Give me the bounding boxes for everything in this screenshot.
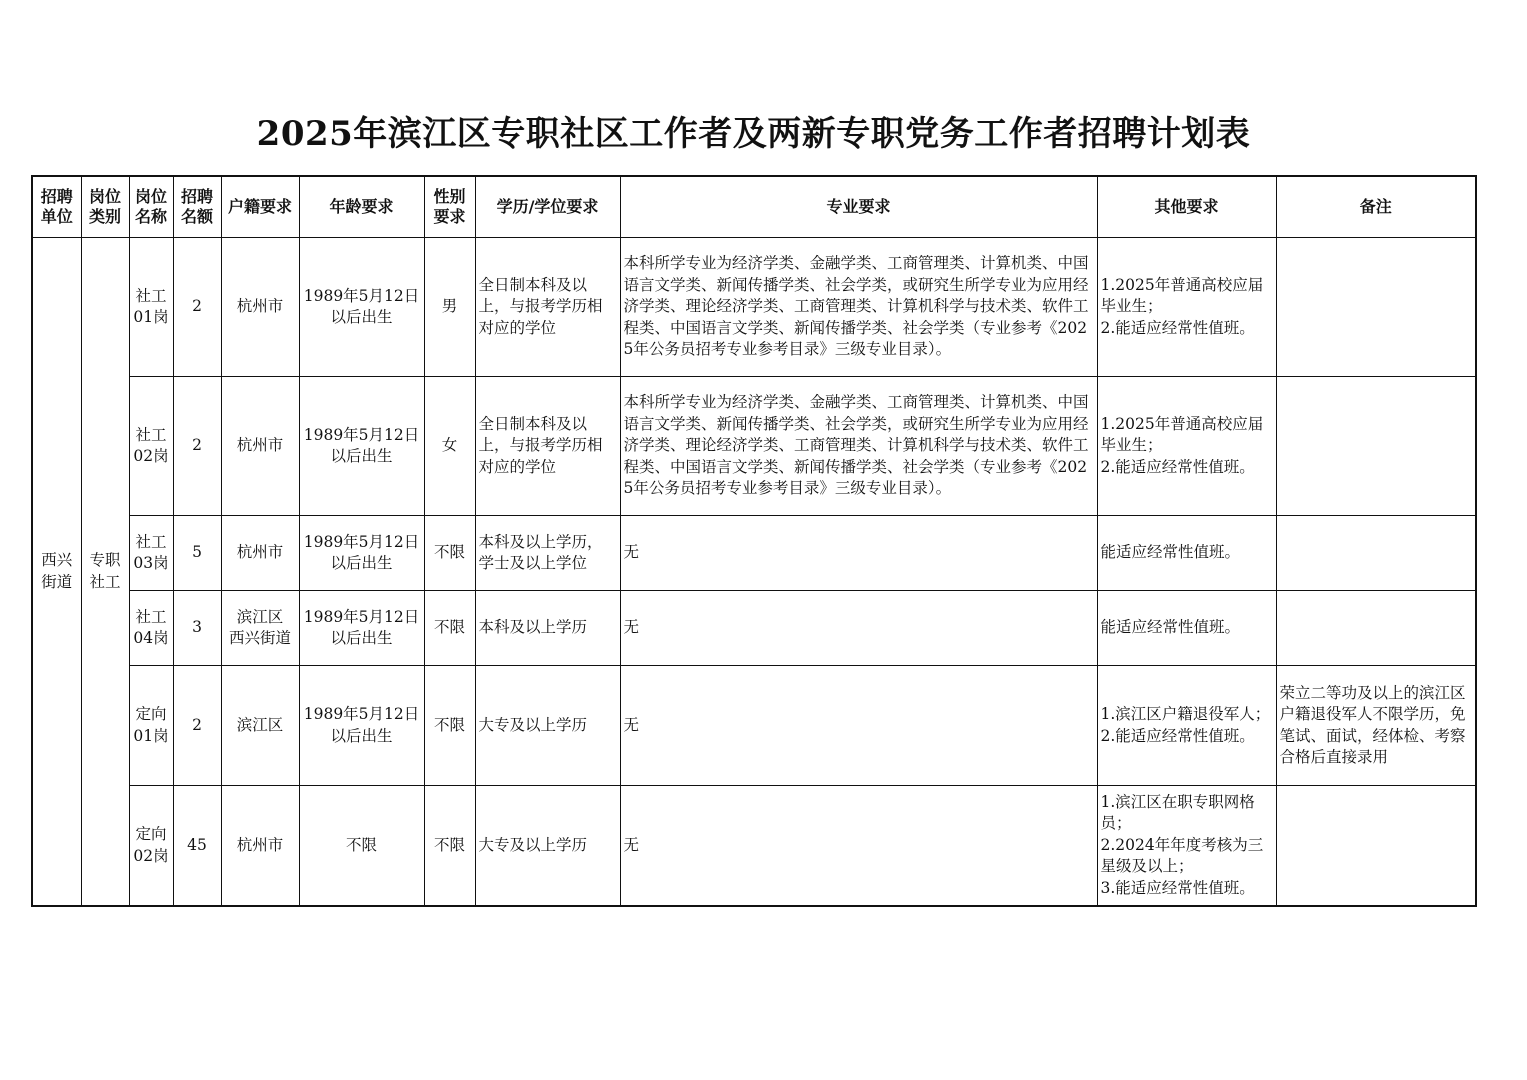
major-cell: 无 [620,516,1097,591]
post-cell: 定向 02岗 [129,786,173,907]
remark-cell [1276,516,1476,591]
quota-cell: 2 [173,238,221,377]
header-category: 岗位 类别 [81,176,129,238]
quota-cell: 2 [173,666,221,786]
post-cell: 定向 01岗 [129,666,173,786]
hukou-cell: 杭州市 [221,516,299,591]
gender-cell: 女 [424,377,475,516]
remark-cell [1276,591,1476,666]
table-row [32,377,1476,516]
gender-cell: 不限 [424,666,475,786]
header-row [32,176,1476,238]
hukou-cell: 杭州市 [221,377,299,516]
other-cell: 1.滨江区户籍退役军人； 2.能适应经常性值班。 [1097,666,1276,786]
remark-cell [1276,238,1476,377]
hukou-cell: 滨江区 西兴街道 [221,591,299,666]
post-cell: 社工 01岗 [129,238,173,377]
header-major: 专业要求 [620,176,1097,238]
major-cell: 无 [620,666,1097,786]
hukou-cell: 滨江区 [221,666,299,786]
header-quota: 招聘 名额 [173,176,221,238]
major-cell: 无 [620,591,1097,666]
quota-cell: 45 [173,786,221,907]
header-education: 学历/学位要求 [475,176,620,238]
header-post: 岗位 名称 [129,176,173,238]
other-cell: 能适应经常性值班。 [1097,591,1276,666]
remark-cell [1276,786,1476,907]
gender-cell: 不限 [424,786,475,907]
header-hukou: 户籍要求 [221,176,299,238]
major-cell: 本科所学专业为经济学类、金融学类、工商管理类、计算机类、中国语言文学类、新闻传播学类、社会学类，或研究生所学专业为应用经济学类、理论经济学类、工商管理类、计算机科学与技术类、软件工程类、中国语言文学类、新闻传播学类、社会学类（专业参考《2025年公务员招考专业参考目录》三级专业目录）。 [620,377,1097,516]
post-cell: 社工 03岗 [129,516,173,591]
other-cell: 1.滨江区在职专职网格员； 2.2024年年度考核为三星级及以上； 3.能适应经常性值班。 [1097,786,1276,907]
header-gender: 性别 要求 [424,176,475,238]
quota-cell: 2 [173,377,221,516]
hukou-cell: 杭州市 [221,238,299,377]
header-other: 其他要求 [1097,176,1276,238]
age-cell: 1989年5月12日 以后出生 [299,516,424,591]
other-cell: 1.2025年普通高校应届毕业生； 2.能适应经常性值班。 [1097,377,1276,516]
major-cell: 本科所学专业为经济学类、金融学类、工商管理类、计算机类、中国语言文学类、新闻传播学类、社会学类，或研究生所学专业为应用经济学类、理论经济学类、工商管理类、计算机科学与技术类、软件工程类、中国语言文学类、新闻传播学类、社会学类（专业参考《2025年公务员招考专业参考目录》三级专业目录）。 [620,238,1097,377]
gender-cell: 不限 [424,516,475,591]
education-cell: 本科及以上学历，学士及以上学位 [475,516,620,591]
header-remark: 备注 [1276,176,1476,238]
recruitment-plan-table [31,175,1477,907]
post-cell: 社工 02岗 [129,377,173,516]
post-cell: 社工 04岗 [129,591,173,666]
quota-cell: 3 [173,591,221,666]
education-cell: 全日制本科及以上，与报考学历相对应的学位 [475,238,620,377]
remark-cell [1276,377,1476,516]
age-cell: 1989年5月12日 以后出生 [299,591,424,666]
quota-cell: 5 [173,516,221,591]
table-row [32,786,1476,907]
header-age: 年龄要求 [299,176,424,238]
page-title: 2025年滨江区专职社区工作者及两新专职党务工作者招聘计划表 [256,114,1251,154]
age-cell: 1989年5月12日 以后出生 [299,377,424,516]
other-cell: 能适应经常性值班。 [1097,516,1276,591]
education-cell: 本科及以上学历 [475,591,620,666]
gender-cell: 不限 [424,591,475,666]
gender-cell: 男 [424,238,475,377]
table-row [32,238,1476,377]
table-row [32,591,1476,666]
other-cell: 1.2025年普通高校应届毕业生； 2.能适应经常性值班。 [1097,238,1276,377]
hukou-cell: 杭州市 [221,786,299,907]
age-cell: 1989年5月12日 以后出生 [299,666,424,786]
table-row [32,666,1476,786]
header-unit: 招聘 单位 [32,176,81,238]
education-cell: 全日制本科及以上，与报考学历相对应的学位 [475,377,620,516]
remark-cell: 荣立二等功及以上的滨江区户籍退役军人不限学历，免笔试、面试，经体检、考察合格后直接录用 [1276,666,1476,786]
education-cell: 大专及以上学历 [475,786,620,907]
education-cell: 大专及以上学历 [475,666,620,786]
table-row [32,516,1476,591]
unit-cell: 西兴 街道 [32,238,81,907]
age-cell: 1989年5月12日 以后出生 [299,238,424,377]
category-cell: 专职 社工 [81,238,129,907]
major-cell: 无 [620,786,1097,907]
age-cell: 不限 [299,786,424,907]
